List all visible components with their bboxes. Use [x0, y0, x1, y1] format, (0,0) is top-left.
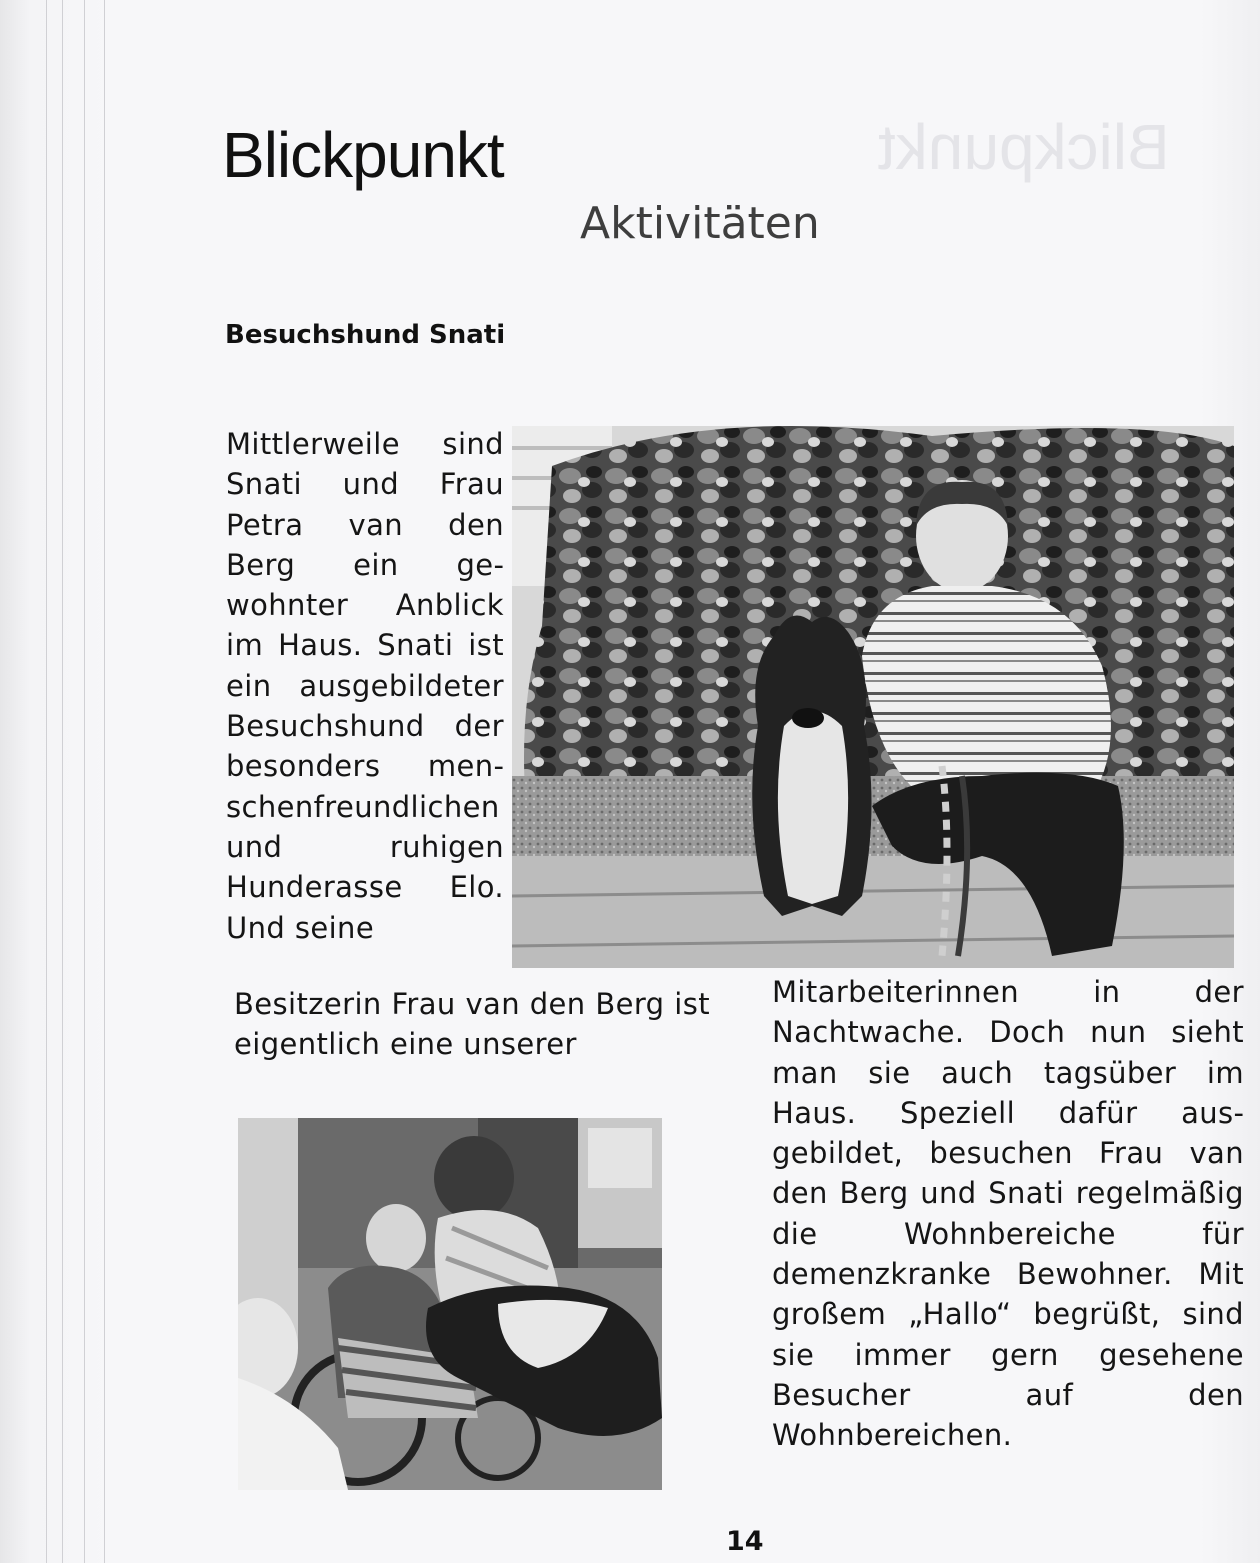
article-paragraph-3: Mitarbeiterinnen in der Nachtwache. Doch nun sieht man sie auch tagsüber im Haus. Speziell dafür ausgebildet, besuchen Frau van den Berg und Snati regelmäßig die Wohnbereiche für demenzkranke Bewohner. Mit großem „Hallo“ begrüßt, sind sie immer gern gesehene Besucher auf den Wohnbereichen. — [772, 975, 1244, 1453]
photo-woman-with-dog — [512, 426, 1234, 968]
page-edge-line — [46, 0, 47, 1563]
show-through-title: Blickpunkt — [878, 111, 1170, 183]
article-heading: Besuchshund Snati — [225, 320, 506, 350]
page-number: 14 — [726, 1526, 764, 1557]
section-subtitle: Aktivitäten — [580, 198, 820, 249]
page-edge-line — [104, 0, 105, 1563]
page-title: Blickpunkt — [222, 119, 504, 191]
page-edge-line — [62, 0, 63, 1563]
photo-residents-with-dog — [238, 1118, 662, 1490]
page-edge-line — [84, 0, 85, 1563]
article-paragraph-2: Besitzerin Frau van den Berg ist eigentlich eine unserer — [234, 987, 710, 1062]
article-paragraph-1: Mittlerweile sind Snati und Frau Petra van den Berg ein gewohnter Anblick im Haus. Snati ist ein ausgebildeter Besuchshund der besonders menschenfreundlichen und ruhigen Hunderasse Elo. Und seine — [226, 427, 504, 945]
